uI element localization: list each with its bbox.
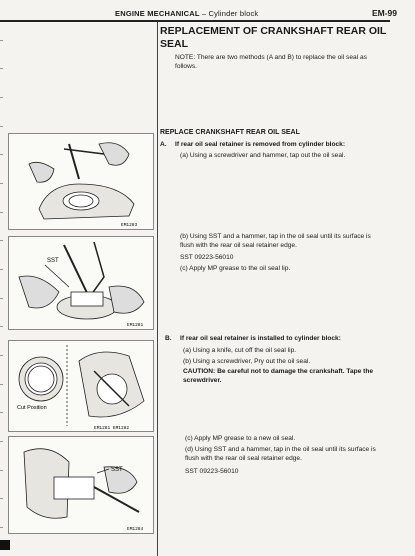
header-subsection: – Cylinder block xyxy=(201,9,259,18)
sst-label: SST xyxy=(111,467,123,473)
header-rule xyxy=(0,20,390,22)
method-b-heading: If rear oil seal retainer is installed to cylinder block: xyxy=(180,335,341,342)
method-b-step-a: (a) Using a knife, cut off the oil seal lip. xyxy=(183,347,297,354)
illustration-seal-install-sst xyxy=(9,237,153,329)
illustration-cut-seal-lip xyxy=(9,341,153,431)
scan-mark xyxy=(0,540,10,550)
figure-tap-in-seal xyxy=(8,236,154,330)
page-number: EM-99 xyxy=(371,8,397,18)
procedure-heading: REPLACE CRANKSHAFT REAR OIL SEAL xyxy=(160,129,300,136)
method-b-step-d: (d) Using SST and a hammer, tap in the oil seal until its surface is flush with the rear oil seal retainer edge. xyxy=(185,446,376,462)
figure-code: EM1281 EM1282 xyxy=(94,426,130,431)
page-title: REPLACEMENT OF CRANKSHAFT REAR OIL SEAL xyxy=(160,25,387,50)
illustration-seal-removal xyxy=(9,134,153,229)
illustration-new-seal-sst xyxy=(9,437,153,533)
method-a-step-c: (c) Apply MP grease to the oil seal lip. xyxy=(180,265,291,272)
method-a-letter: A. xyxy=(160,141,167,148)
method-b-caution: CAUTION: Be careful not to damage the crankshaft. Tape the screwdriver. xyxy=(183,368,374,384)
figure-code: EM1283 xyxy=(121,223,138,228)
figure-cut-seal xyxy=(8,340,154,432)
header-section: ENGINE MECHANICAL xyxy=(115,9,200,18)
method-a-sst: SST 09223-56010 xyxy=(180,254,234,261)
sst-label: SST xyxy=(47,258,59,264)
method-b-letter: B. xyxy=(165,335,172,342)
method-b-step-c: (c) Apply MP grease to a new oil seal. xyxy=(185,435,296,442)
method-b-sst: SST 09223-56010 xyxy=(185,468,239,475)
method-b-step-b: (b) Using a screwdriver, Pry out the oil seal. xyxy=(183,358,311,365)
method-a-step-b: (b) Using SST and a hammer, tap in the oil seal until its surface is flush with the rear oil seal retainer edge. xyxy=(180,233,371,249)
column-divider xyxy=(157,22,158,556)
running-header xyxy=(115,9,258,18)
method-a-heading: If rear oil seal retainer is removed from cylinder block: xyxy=(175,141,346,148)
method-a-step-a: (a) Using a screwdriver and hammer, tap out the oil seal. xyxy=(180,152,346,159)
note-text: NOTE: There are two methods (A and B) to replace the oil seal as follows. xyxy=(175,54,367,70)
figure-code: EM1281 xyxy=(127,323,144,328)
cut-position-label: Cut Position xyxy=(17,405,47,411)
figure-code: EM1284 xyxy=(127,527,144,532)
figure-tap-out-seal xyxy=(8,133,154,230)
figure-install-new-seal xyxy=(8,436,154,534)
